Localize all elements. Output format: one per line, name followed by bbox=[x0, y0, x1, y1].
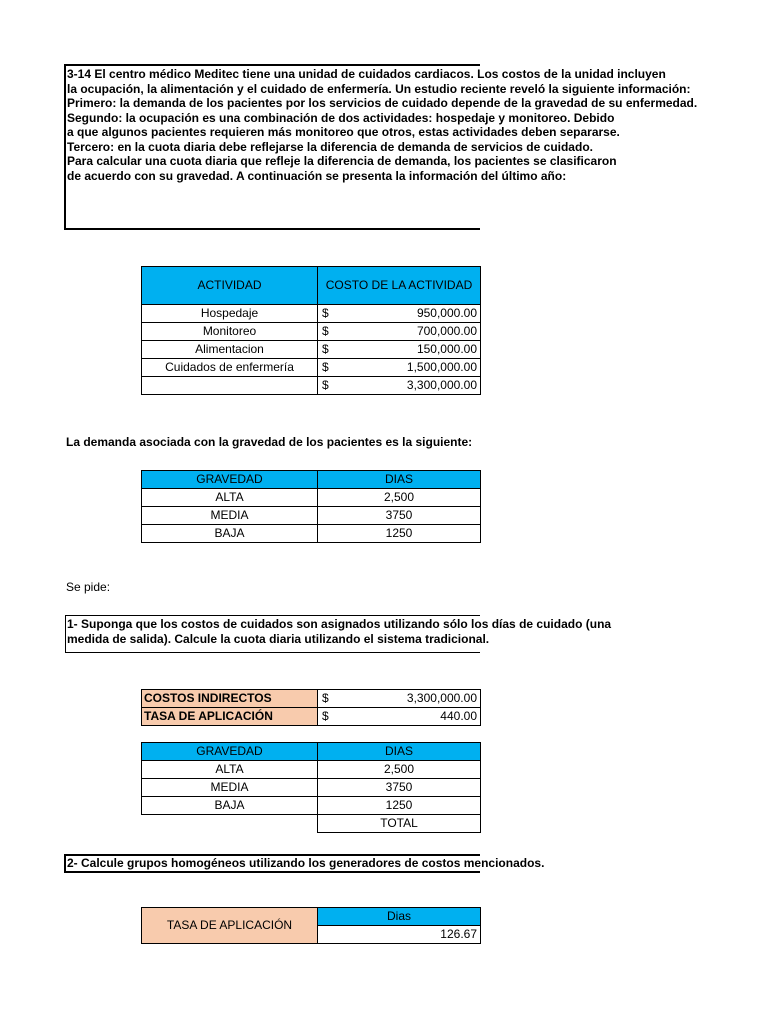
severity-level: ALTA bbox=[142, 761, 318, 779]
amount: 440.00 bbox=[440, 709, 477, 723]
severity-days: 3750 bbox=[318, 507, 481, 525]
header-severity: GRAVEDAD bbox=[142, 743, 318, 761]
severity-level: MEDIA bbox=[142, 507, 318, 525]
severity-days: 2,500 bbox=[318, 489, 481, 507]
severity-days: 3750 bbox=[318, 779, 481, 797]
table-row bbox=[142, 489, 481, 507]
table-header-row bbox=[142, 471, 481, 489]
currency-symbol: $ bbox=[322, 306, 329, 320]
amount: 1,500,000.00 bbox=[406, 360, 477, 374]
activity-cost bbox=[318, 305, 481, 323]
problem-line: a que algunos pacientes requieren más monitoreo que otros, estas actividades deben separarse. bbox=[67, 125, 620, 139]
amount: 150,000.00 bbox=[416, 342, 477, 356]
se-pide-text: Se pide: bbox=[66, 580, 111, 594]
problem-line: Tercero: en la cuota diaria debe reflejarse la diferencia de demanda de servicios de cuidado. bbox=[67, 139, 593, 154]
problem-line: Primero: la demanda de los pacientes por los servicios de cuidado depende de la gravedad de su enfermedad. bbox=[67, 96, 698, 110]
table-row bbox=[142, 525, 481, 543]
table-row bbox=[142, 708, 481, 726]
currency-symbol: $ bbox=[322, 342, 329, 356]
severity-level: BAJA bbox=[142, 525, 318, 543]
table-header-row bbox=[142, 743, 481, 761]
table-row bbox=[142, 797, 481, 815]
header-activity-cost: COSTO DE LA ACTIVIDAD bbox=[318, 267, 481, 305]
severity-days: 1250 bbox=[318, 797, 481, 815]
amount: 950,000.00 bbox=[416, 306, 477, 320]
severity-level: BAJA bbox=[142, 797, 318, 815]
days-header: Dias bbox=[318, 908, 481, 926]
application-rate-label: TASA DE APLICACIÓN bbox=[142, 708, 318, 726]
severity-level: ALTA bbox=[142, 489, 318, 507]
problem-line: la ocupación, la alimentación y el cuidado de enfermería. Un estudio reciente reveló la siguiente información: bbox=[67, 81, 691, 96]
header-days: DIAS bbox=[318, 471, 481, 489]
total-label: TOTAL bbox=[318, 815, 481, 833]
rate-value: 126.67 bbox=[318, 926, 481, 944]
table-row bbox=[142, 305, 481, 323]
application-rate-label-2: TASA DE APLICACIÓN bbox=[142, 908, 318, 944]
table-row bbox=[142, 359, 481, 377]
problem-line: Para calcular una cuota diaria que refleje la diferencia de demanda, los pacientes se clasificaron bbox=[67, 154, 617, 168]
activity-cost-table bbox=[141, 266, 481, 395]
currency-symbol: $ bbox=[322, 378, 329, 392]
table-header-row bbox=[142, 267, 481, 305]
currency-symbol: $ bbox=[322, 691, 329, 705]
severity-table bbox=[141, 470, 481, 543]
severity-days: 1250 bbox=[318, 525, 481, 543]
total-label bbox=[142, 377, 318, 395]
rate-2-table bbox=[141, 907, 481, 944]
table-row bbox=[142, 323, 481, 341]
activity-name: Cuidados de enfermería bbox=[142, 359, 318, 377]
table-total-row bbox=[142, 815, 481, 833]
question-line: medida de salida). Calcule la cuota diaria utilizando el sistema tradicional. bbox=[67, 632, 490, 646]
problem-line: de acuerdo con su gravedad. A continuación se presenta la información del último año: bbox=[67, 168, 567, 183]
table-row bbox=[142, 690, 481, 708]
header-days: DIAS bbox=[318, 743, 481, 761]
currency-symbol: $ bbox=[322, 360, 329, 374]
demand-intro-text: La demanda asociada con la gravedad de los pacientes es la siguiente: bbox=[66, 435, 473, 449]
activity-name: Hospedaje bbox=[142, 305, 318, 323]
currency-symbol: $ bbox=[322, 709, 329, 723]
question-1-box bbox=[65, 615, 612, 653]
severity-level: MEDIA bbox=[142, 779, 318, 797]
amount: 3,300,000.00 bbox=[406, 378, 477, 392]
amount: 700,000.00 bbox=[416, 324, 477, 338]
table-row bbox=[142, 341, 481, 359]
activity-name: Monitoreo bbox=[142, 323, 318, 341]
severity-table-2 bbox=[141, 742, 481, 833]
activity-cost bbox=[318, 341, 481, 359]
problem-statement-box bbox=[64, 64, 698, 230]
activity-name: Alimentacion bbox=[142, 341, 318, 359]
severity-days: 2,500 bbox=[318, 761, 481, 779]
problem-line: Segundo: la ocupación es una combinación de dos actividades: hospedaje y monitoreo. Debido bbox=[67, 110, 615, 125]
application-rate-value bbox=[318, 708, 481, 726]
amount: 3,300,000.00 bbox=[406, 691, 477, 705]
activity-cost bbox=[318, 323, 481, 341]
empty-cell bbox=[142, 815, 318, 833]
header-activity: ACTIVIDAD bbox=[142, 267, 318, 305]
question-2-box bbox=[64, 854, 545, 873]
table-row bbox=[142, 908, 481, 926]
question-line: 1- Suponga que los costos de cuidados son asignados utilizando sólo los días de cuidado (una bbox=[67, 617, 612, 631]
table-row bbox=[142, 507, 481, 525]
currency-symbol: $ bbox=[322, 324, 329, 338]
indirect-costs-label: COSTOS INDIRECTOS bbox=[142, 690, 318, 708]
table-row bbox=[142, 761, 481, 779]
table-total-row bbox=[142, 377, 481, 395]
indirect-costs-value bbox=[318, 690, 481, 708]
header-severity: GRAVEDAD bbox=[142, 471, 318, 489]
problem-line: 3-14 El centro médico Meditec tiene una unidad de cuidados cardiacos. Los costos de la unidad incluyen bbox=[67, 67, 666, 81]
total-cost bbox=[318, 377, 481, 395]
table-row bbox=[142, 779, 481, 797]
activity-cost bbox=[318, 359, 481, 377]
question-2-text: 2- Calcule grupos homogéneos utilizando los generadores de costos mencionados. bbox=[67, 856, 545, 870]
rate-table bbox=[141, 689, 481, 726]
